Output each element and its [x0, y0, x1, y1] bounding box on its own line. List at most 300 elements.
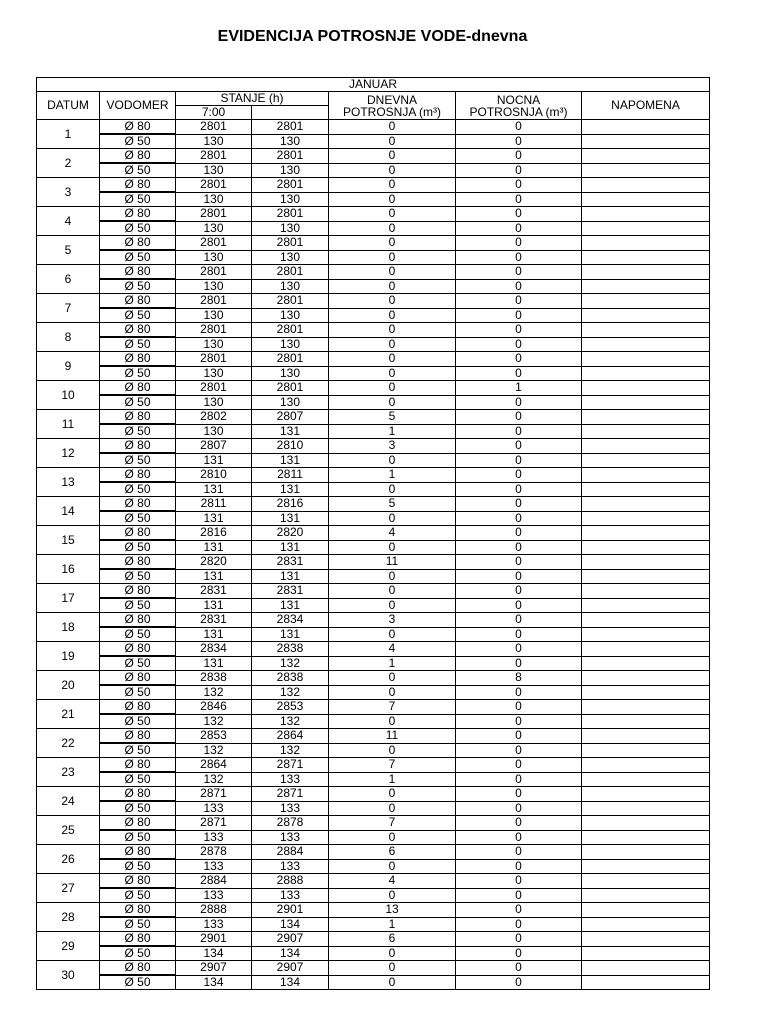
vodomer-cell: Ø 50 — [100, 279, 176, 294]
reading-7-cell: 2801 — [176, 381, 252, 396]
dnevna-value-cell: 0 — [329, 250, 456, 265]
table-row — [37, 685, 710, 700]
table-row — [37, 975, 710, 990]
vodomer-cell: Ø 80 — [100, 961, 176, 976]
nocna-value-cell: 0 — [456, 497, 582, 512]
reading-2-cell: 2838 — [252, 642, 329, 657]
reading-2-cell: 2878 — [252, 816, 329, 831]
nocna-value-cell: 0 — [456, 410, 582, 425]
table-row — [37, 207, 710, 222]
dnevna-value-cell: 0 — [329, 714, 456, 729]
reading-2-cell: 133 — [252, 859, 329, 874]
vodomer-cell: Ø 50 — [100, 250, 176, 265]
nocna-value-cell: 0 — [456, 250, 582, 265]
table-row — [37, 903, 710, 918]
napomena-value-cell — [582, 859, 710, 874]
reading-7-cell: 2831 — [176, 613, 252, 628]
table-row — [37, 265, 710, 280]
table-row — [37, 163, 710, 178]
dnevna-value-cell: 0 — [329, 975, 456, 990]
datum-cell: 22 — [37, 729, 100, 758]
reading-2-cell: 132 — [252, 714, 329, 729]
napomena-value-cell — [582, 845, 710, 860]
vodomer-cell: Ø 80 — [100, 700, 176, 715]
napomena-value-cell — [582, 323, 710, 338]
datum-cell: 20 — [37, 671, 100, 700]
dnevna-value-cell: 0 — [329, 192, 456, 207]
nocna-value-cell: 0 — [456, 482, 582, 497]
reading-2-cell: 131 — [252, 511, 329, 526]
dnevna-value-cell: 0 — [329, 337, 456, 352]
nocna-value-cell: 0 — [456, 700, 582, 715]
napomena-value-cell — [582, 294, 710, 309]
table-row — [37, 192, 710, 207]
table-row — [37, 366, 710, 381]
vodomer-cell: Ø 50 — [100, 656, 176, 671]
datum-cell: 19 — [37, 642, 100, 671]
reading-2-cell: 134 — [252, 975, 329, 990]
reading-7-cell: 2884 — [176, 874, 252, 889]
reading-2-cell: 131 — [252, 627, 329, 642]
reading-2-cell: 133 — [252, 830, 329, 845]
reading-7-cell: 131 — [176, 627, 252, 642]
datum-cell: 3 — [37, 178, 100, 207]
table-row — [37, 526, 710, 541]
reading-7-cell: 133 — [176, 917, 252, 932]
datum-cell: 29 — [37, 932, 100, 961]
napomena-value-cell — [582, 685, 710, 700]
reading-7-cell: 130 — [176, 308, 252, 323]
dnevna-value-cell: 1 — [329, 917, 456, 932]
nocna-value-cell: 0 — [456, 598, 582, 613]
vodomer-cell: Ø 50 — [100, 395, 176, 410]
datum-cell: 8 — [37, 323, 100, 352]
datum-cell: 23 — [37, 758, 100, 787]
vodomer-cell: Ø 50 — [100, 569, 176, 584]
dnevna-value-cell: 0 — [329, 221, 456, 236]
nocna-value-cell: 0 — [456, 439, 582, 454]
reading-7-cell: 2801 — [176, 265, 252, 280]
reading-2-cell: 130 — [252, 134, 329, 149]
vodomer-cell: Ø 50 — [100, 801, 176, 816]
napomena-value-cell — [582, 149, 710, 164]
table-row — [37, 178, 710, 193]
reading-7-cell: 2888 — [176, 903, 252, 918]
nocna-value-cell: 0 — [456, 975, 582, 990]
dnevna-value-cell: 11 — [329, 555, 456, 570]
reading-7-cell: 130 — [176, 424, 252, 439]
napomena-value-cell — [582, 961, 710, 976]
reading-7-cell: 133 — [176, 888, 252, 903]
reading-2-cell: 130 — [252, 337, 329, 352]
reading-7-cell: 2838 — [176, 671, 252, 686]
reading-2-cell: 130 — [252, 221, 329, 236]
vodomer-cell: Ø 80 — [100, 642, 176, 657]
reading-2-cell: 134 — [252, 917, 329, 932]
nocna-header-line1: NOCNA — [496, 92, 541, 107]
reading-7-cell: 2831 — [176, 584, 252, 599]
vodomer-cell: Ø 50 — [100, 308, 176, 323]
vodomer-cell: Ø 80 — [100, 613, 176, 628]
reading-2-cell: 2801 — [252, 236, 329, 251]
reading-2-cell: 2853 — [252, 700, 329, 715]
dnevna-value-cell: 0 — [329, 453, 456, 468]
reading-2-cell: 2816 — [252, 497, 329, 512]
vodomer-header: VODOMER — [100, 92, 176, 120]
vodomer-cell: Ø 50 — [100, 482, 176, 497]
nocna-value-cell: 0 — [456, 526, 582, 541]
vodomer-cell: Ø 50 — [100, 192, 176, 207]
nocna-value-cell: 0 — [456, 279, 582, 294]
napomena-value-cell — [582, 830, 710, 845]
vodomer-cell: Ø 80 — [100, 265, 176, 280]
nocna-value-cell: 0 — [456, 352, 582, 367]
vodomer-cell: Ø 50 — [100, 163, 176, 178]
table-row — [37, 598, 710, 613]
table-row — [37, 250, 710, 265]
table-row — [37, 569, 710, 584]
reading-2-cell: 131 — [252, 424, 329, 439]
napomena-value-cell — [582, 468, 710, 483]
reading-2-cell: 2801 — [252, 178, 329, 193]
reading-7-cell: 2871 — [176, 787, 252, 802]
reading-2-cell: 2801 — [252, 120, 329, 135]
napomena-value-cell — [582, 656, 710, 671]
reading-2-cell: 2811 — [252, 468, 329, 483]
nocna-value-cell: 0 — [456, 787, 582, 802]
nocna-value-cell: 0 — [456, 903, 582, 918]
vodomer-cell: Ø 80 — [100, 903, 176, 918]
table-row — [37, 613, 710, 628]
datum-cell: 7 — [37, 294, 100, 323]
vodomer-cell: Ø 80 — [100, 236, 176, 251]
dnevna-value-cell: 0 — [329, 685, 456, 700]
vodomer-cell: Ø 50 — [100, 511, 176, 526]
reading-7-cell: 132 — [176, 685, 252, 700]
reading-2-cell: 2801 — [252, 294, 329, 309]
reading-7-cell: 2807 — [176, 439, 252, 454]
table-row — [37, 830, 710, 845]
reading-2-cell: 2834 — [252, 613, 329, 628]
table-row — [37, 352, 710, 367]
reading-7-cell: 130 — [176, 395, 252, 410]
vodomer-cell: Ø 80 — [100, 381, 176, 396]
reading-2-cell: 2831 — [252, 584, 329, 599]
dnevna-value-cell: 0 — [329, 946, 456, 961]
napomena-value-cell — [582, 395, 710, 410]
dnevna-value-cell: 0 — [329, 207, 456, 222]
datum-cell: 28 — [37, 903, 100, 932]
napomena-value-cell — [582, 366, 710, 381]
table-body — [37, 120, 710, 990]
table-row — [37, 642, 710, 657]
reading-7-cell: 2801 — [176, 294, 252, 309]
napomena-value-cell — [582, 120, 710, 135]
vodomer-cell: Ø 80 — [100, 120, 176, 135]
vodomer-cell: Ø 80 — [100, 555, 176, 570]
reading-7-cell: 130 — [176, 366, 252, 381]
table-row — [37, 584, 710, 599]
nocna-value-cell: 0 — [456, 816, 582, 831]
reading-7-cell: 2811 — [176, 497, 252, 512]
reading-7-cell: 2801 — [176, 207, 252, 222]
nocna-value-cell: 1 — [456, 381, 582, 396]
datum-cell: 11 — [37, 410, 100, 439]
dnevna-header-line2: POTROSNJA (m³) — [343, 104, 441, 119]
dnevna-potrosnja-header — [329, 92, 456, 120]
reading-2-cell: 131 — [252, 540, 329, 555]
napomena-value-cell — [582, 801, 710, 816]
table-row — [37, 482, 710, 497]
reading-7-cell: 2846 — [176, 700, 252, 715]
napomena-value-cell — [582, 787, 710, 802]
reading-7-cell: 130 — [176, 221, 252, 236]
nocna-value-cell: 0 — [456, 685, 582, 700]
dnevna-value-cell: 1 — [329, 468, 456, 483]
napomena-value-cell — [582, 221, 710, 236]
table-row — [37, 294, 710, 309]
vodomer-cell: Ø 80 — [100, 729, 176, 744]
reading-7-cell: 131 — [176, 656, 252, 671]
nocna-value-cell: 0 — [456, 888, 582, 903]
nocna-value-cell: 0 — [456, 540, 582, 555]
vodomer-cell: Ø 80 — [100, 294, 176, 309]
nocna-header-line2: POTROSNJA (m³) — [469, 104, 568, 119]
table-row — [37, 961, 710, 976]
napomena-value-cell — [582, 279, 710, 294]
table-row — [37, 714, 710, 729]
datum-cell: 15 — [37, 526, 100, 555]
reading-2-cell: 132 — [252, 743, 329, 758]
reading-7-cell: 134 — [176, 946, 252, 961]
vodomer-cell: Ø 50 — [100, 743, 176, 758]
napomena-value-cell — [582, 265, 710, 280]
dnevna-value-cell: 0 — [329, 395, 456, 410]
vodomer-cell: Ø 50 — [100, 134, 176, 149]
napomena-value-cell — [582, 540, 710, 555]
datum-cell: 4 — [37, 207, 100, 236]
dnevna-value-cell: 0 — [329, 859, 456, 874]
napomena-value-cell — [582, 337, 710, 352]
reading-2-cell: 2838 — [252, 671, 329, 686]
napomena-value-cell — [582, 758, 710, 773]
reading-7-cell: 133 — [176, 859, 252, 874]
dnevna-value-cell: 0 — [329, 149, 456, 164]
vodomer-cell: Ø 50 — [100, 540, 176, 555]
reading-7-cell: 2801 — [176, 120, 252, 135]
dnevna-value-cell: 4 — [329, 642, 456, 657]
napomena-value-cell — [582, 714, 710, 729]
vodomer-cell: Ø 80 — [100, 468, 176, 483]
reading-7-cell: 2864 — [176, 758, 252, 773]
dnevna-value-cell: 0 — [329, 671, 456, 686]
table-row — [37, 279, 710, 294]
reading-2-cell: 133 — [252, 801, 329, 816]
reading-7-cell: 2853 — [176, 729, 252, 744]
reading-7-cell: 130 — [176, 250, 252, 265]
reading-7-cell: 130 — [176, 337, 252, 352]
reading-7-cell: 2871 — [176, 816, 252, 831]
stanje-header: STANJE (h) — [176, 92, 329, 106]
datum-cell: 27 — [37, 874, 100, 903]
reading-2-cell: 2884 — [252, 845, 329, 860]
table-row — [37, 888, 710, 903]
datum-cell: 2 — [37, 149, 100, 178]
reading-7-cell: 131 — [176, 598, 252, 613]
time-2-header — [252, 106, 329, 120]
table-row — [37, 134, 710, 149]
table-row — [37, 221, 710, 236]
dnevna-value-cell: 0 — [329, 482, 456, 497]
table-row — [37, 700, 710, 715]
nocna-value-cell: 0 — [456, 830, 582, 845]
napomena-value-cell — [582, 917, 710, 932]
table-row — [37, 946, 710, 961]
datum-cell: 5 — [37, 236, 100, 265]
table-row — [37, 149, 710, 164]
nocna-value-cell: 0 — [456, 932, 582, 947]
reading-7-cell: 2820 — [176, 555, 252, 570]
reading-2-cell: 2810 — [252, 439, 329, 454]
dnevna-value-cell: 0 — [329, 569, 456, 584]
table-row — [37, 468, 710, 483]
napomena-value-cell — [582, 888, 710, 903]
reading-7-cell: 2907 — [176, 961, 252, 976]
nocna-value-cell: 0 — [456, 772, 582, 787]
dnevna-value-cell: 6 — [329, 932, 456, 947]
nocna-value-cell: 0 — [456, 743, 582, 758]
reading-2-cell: 131 — [252, 598, 329, 613]
datum-cell: 16 — [37, 555, 100, 584]
page-title: EVIDENCIJA POTROSNJE VODE-dnevna — [217, 28, 528, 45]
reading-2-cell: 2831 — [252, 555, 329, 570]
table-row — [37, 453, 710, 468]
table-row — [37, 439, 710, 454]
nocna-value-cell: 0 — [456, 917, 582, 932]
table-row — [37, 772, 710, 787]
nocna-value-cell: 0 — [456, 149, 582, 164]
dnevna-value-cell: 0 — [329, 801, 456, 816]
vodomer-cell: Ø 50 — [100, 830, 176, 845]
datum-cell: 24 — [37, 787, 100, 816]
dnevna-value-cell: 0 — [329, 511, 456, 526]
dnevna-value-cell: 1 — [329, 424, 456, 439]
reading-2-cell: 2801 — [252, 149, 329, 164]
reading-2-cell: 2807 — [252, 410, 329, 425]
vodomer-cell: Ø 50 — [100, 888, 176, 903]
dnevna-value-cell: 11 — [329, 729, 456, 744]
vodomer-cell: Ø 50 — [100, 859, 176, 874]
vodomer-cell: Ø 80 — [100, 323, 176, 338]
table-row — [37, 874, 710, 889]
nocna-value-cell: 0 — [456, 178, 582, 193]
nocna-value-cell: 0 — [456, 714, 582, 729]
datum-cell: 17 — [37, 584, 100, 613]
reading-2-cell: 133 — [252, 888, 329, 903]
napomena-value-cell — [582, 671, 710, 686]
napomena-value-cell — [582, 700, 710, 715]
table-row — [37, 395, 710, 410]
napomena-value-cell — [582, 874, 710, 889]
dnevna-value-cell: 0 — [329, 323, 456, 338]
reading-2-cell: 133 — [252, 772, 329, 787]
dnevna-value-cell: 0 — [329, 627, 456, 642]
dnevna-value-cell: 7 — [329, 816, 456, 831]
reading-7-cell: 2901 — [176, 932, 252, 947]
nocna-value-cell: 0 — [456, 265, 582, 280]
datum-cell: 14 — [37, 497, 100, 526]
nocna-value-cell: 0 — [456, 308, 582, 323]
napomena-value-cell — [582, 613, 710, 628]
nocna-value-cell: 0 — [456, 874, 582, 889]
datum-cell: 30 — [37, 961, 100, 990]
vodomer-cell: Ø 80 — [100, 526, 176, 541]
napomena-value-cell — [582, 250, 710, 265]
table-row — [37, 308, 710, 323]
dnevna-value-cell: 0 — [329, 584, 456, 599]
napomena-value-cell — [582, 453, 710, 468]
napomena-header: NAPOMENA — [582, 92, 710, 120]
vodomer-cell: Ø 80 — [100, 874, 176, 889]
napomena-value-cell — [582, 236, 710, 251]
dnevna-value-cell: 0 — [329, 540, 456, 555]
napomena-value-cell — [582, 932, 710, 947]
table-row — [37, 555, 710, 570]
nocna-value-cell: 0 — [456, 859, 582, 874]
nocna-value-cell: 0 — [456, 642, 582, 657]
dnevna-value-cell: 0 — [329, 178, 456, 193]
nocna-value-cell: 0 — [456, 395, 582, 410]
table-row — [37, 120, 710, 135]
dnevna-value-cell: 7 — [329, 758, 456, 773]
nocna-value-cell: 0 — [456, 192, 582, 207]
datum-header: DATUM — [37, 92, 100, 120]
reading-2-cell: 130 — [252, 163, 329, 178]
dnevna-value-cell: 1 — [329, 772, 456, 787]
vodomer-cell: Ø 80 — [100, 584, 176, 599]
reading-7-cell: 2878 — [176, 845, 252, 860]
napomena-value-cell — [582, 526, 710, 541]
table-row — [37, 845, 710, 860]
reading-2-cell: 2871 — [252, 758, 329, 773]
table-row — [37, 671, 710, 686]
vodomer-cell: Ø 50 — [100, 685, 176, 700]
reading-7-cell: 131 — [176, 453, 252, 468]
nocna-value-cell: 0 — [456, 656, 582, 671]
table-row — [37, 236, 710, 251]
napomena-value-cell — [582, 627, 710, 642]
napomena-value-cell — [582, 424, 710, 439]
dnevna-value-cell: 0 — [329, 830, 456, 845]
vodomer-cell: Ø 50 — [100, 366, 176, 381]
dnevna-value-cell: 4 — [329, 874, 456, 889]
dnevna-value-cell: 0 — [329, 279, 456, 294]
table-row — [37, 656, 710, 671]
vodomer-cell: Ø 50 — [100, 337, 176, 352]
nocna-value-cell: 0 — [456, 120, 582, 135]
reading-2-cell: 131 — [252, 453, 329, 468]
datum-cell: 21 — [37, 700, 100, 729]
datum-cell: 12 — [37, 439, 100, 468]
dnevna-value-cell: 3 — [329, 439, 456, 454]
vodomer-cell: Ø 50 — [100, 772, 176, 787]
napomena-value-cell — [582, 207, 710, 222]
napomena-value-cell — [582, 729, 710, 744]
nocna-value-cell: 0 — [456, 337, 582, 352]
napomena-value-cell — [582, 569, 710, 584]
table-row — [37, 410, 710, 425]
napomena-value-cell — [582, 816, 710, 831]
